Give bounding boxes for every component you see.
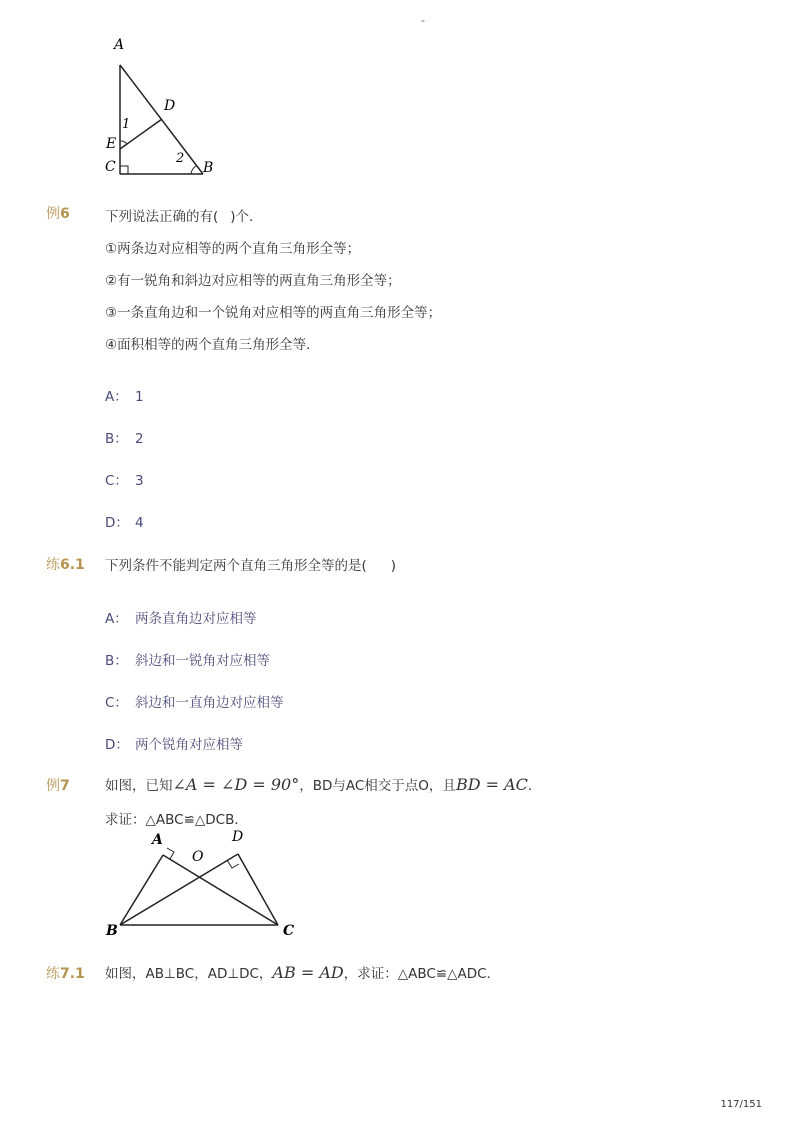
triangle-figure-2	[100, 827, 300, 942]
header-mark: -	[421, 14, 425, 27]
label-d: D	[164, 98, 176, 114]
triangle-figure-1	[100, 35, 220, 180]
example-7-prove: 求证：△ABC≌△DCB．	[105, 812, 248, 828]
label-c: C	[283, 923, 295, 939]
ex6-option-d[interactable]: D： 4	[105, 515, 144, 531]
exercise-7-1-statement: 如图，AB⊥BC，AD⊥DC，AB = AD，求证：△ABC≌△ADC．	[105, 963, 501, 982]
label-e: E	[106, 136, 117, 152]
example-7-statement: 如图，已知∠A = ∠D = 90°，BD与AC相交于点O，且BD = AC．	[105, 775, 542, 794]
ex6-option-c[interactable]: C： 3	[105, 473, 144, 489]
label-b: B	[106, 923, 118, 939]
label-d: D	[232, 829, 244, 845]
example-6-label: 例6	[46, 206, 70, 222]
label-c: C	[105, 159, 116, 175]
label-a: A	[152, 832, 163, 848]
right-angle-mark-c	[120, 166, 128, 174]
angle-arc-b	[191, 166, 196, 174]
ex6-option-b[interactable]: B： 2	[105, 431, 144, 447]
statement-4: ④面积相等的两个直角三角形全等．	[105, 337, 320, 353]
segment-ba	[120, 855, 163, 925]
statement-2: ②有一锐角和斜边对应相等的两直角三角形全等；	[105, 273, 401, 289]
label-a: A	[114, 37, 125, 53]
ex61-option-d[interactable]: D： 两个锐角对应相等	[105, 737, 243, 753]
exercise-6-1-question: 下列条件不能判定两个直角三角形全等的是( )	[105, 558, 397, 574]
segment-ac	[163, 855, 278, 925]
angle-arc-e	[120, 141, 127, 144]
segment-dc	[238, 854, 278, 925]
ex61-option-a[interactable]: A： 两条直角边对应相等	[105, 611, 257, 627]
exercise-6-1-label: 练6.1	[46, 557, 85, 573]
label-one: 1	[122, 117, 131, 132]
example-7-label: 例7	[46, 778, 70, 794]
ex61-option-c[interactable]: C： 斜边和一直角边对应相等	[105, 695, 284, 711]
statement-1: ①两条边对应相等的两个直角三角形全等；	[105, 241, 361, 257]
right-angle-mark-d	[227, 860, 239, 868]
exercise-7-1-label: 练7.1	[46, 966, 85, 982]
label-two: 2	[176, 151, 185, 166]
ex6-option-a[interactable]: A： 1	[105, 389, 144, 405]
statement-3: ③一条直角边和一个锐角对应相等的两直角三角形全等；	[105, 305, 442, 321]
label-b: B	[203, 160, 214, 176]
label-o: O	[192, 849, 204, 865]
page-number: 117/151	[720, 1099, 762, 1110]
ex61-option-b[interactable]: B： 斜边和一锐角对应相等	[105, 653, 270, 669]
example-6-question: 下列说法正确的有( )个．	[105, 209, 263, 225]
